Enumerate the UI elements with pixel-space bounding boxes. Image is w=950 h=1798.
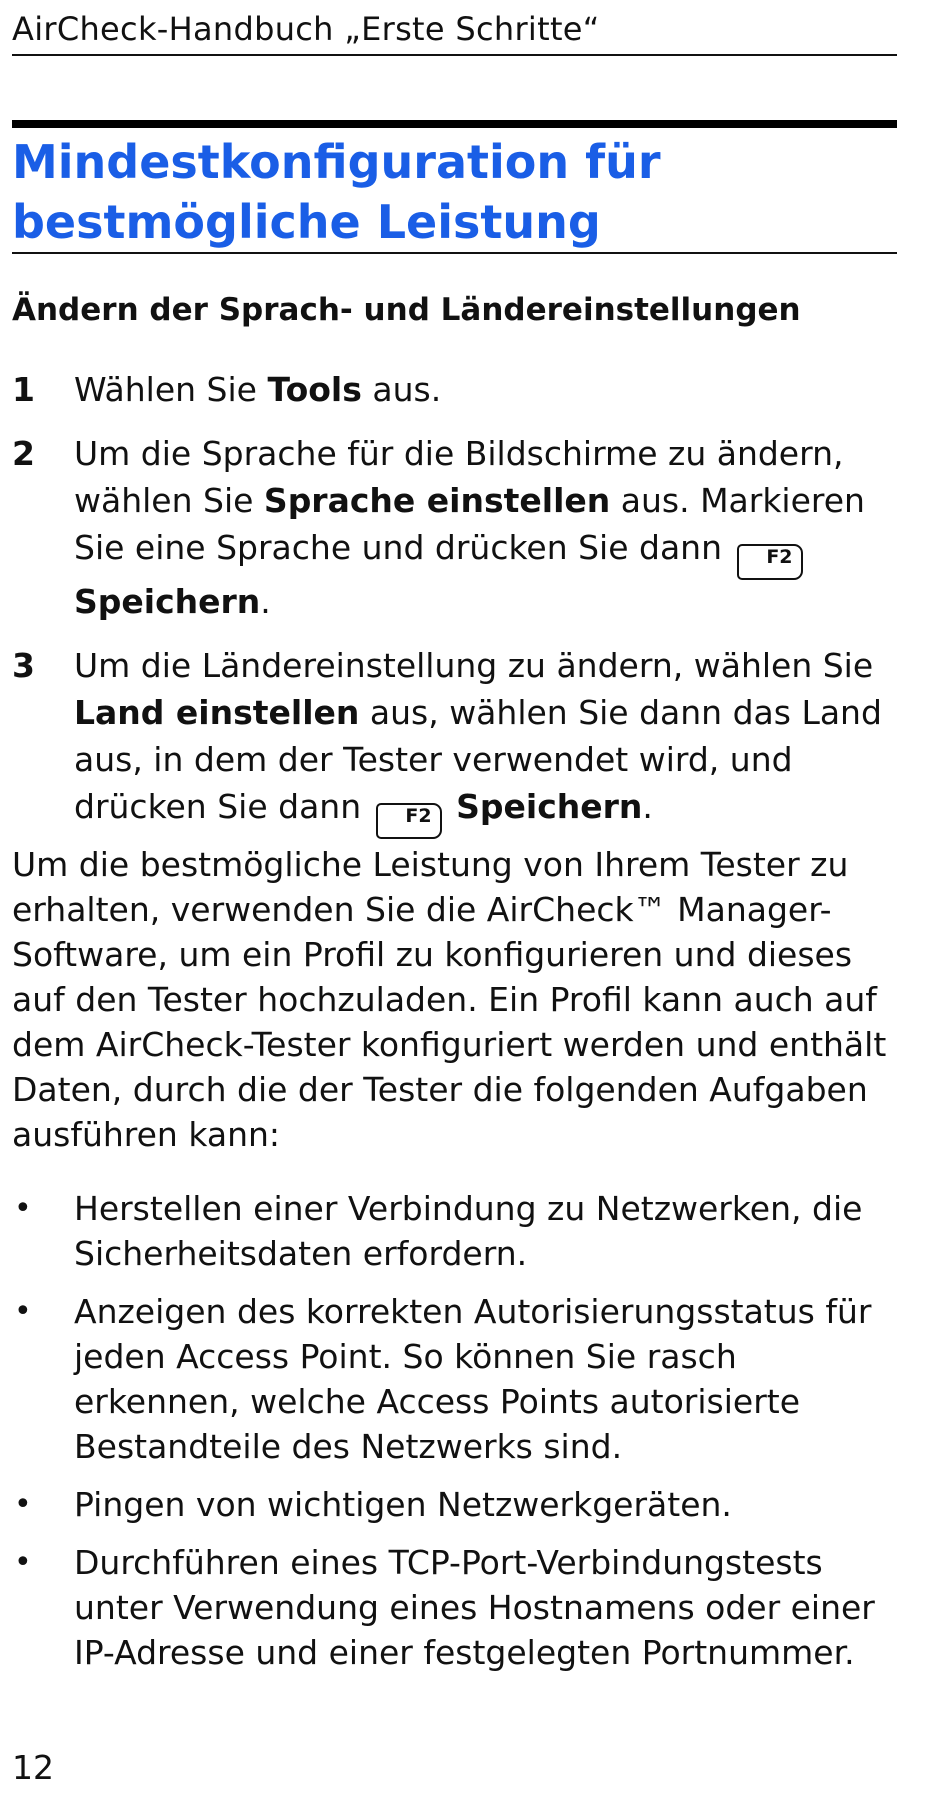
action-term-speichern: Speichern <box>456 787 643 826</box>
f2-key-icon: F2 <box>737 544 803 580</box>
body-paragraph: Um die bestmögliche Leistung von Ihrem Tester zu erhalten, verwenden Sie die AirCheck™ Manager-Software, um ein Profil zu konfigurieren und dieses auf den Tester hochzuladen. Ein Profil kann auch auf dem AirCheck-Tester konfiguriert werden und enthält Daten, durch die der Tester die folgenden Aufgaben ausführen kann: <box>12 845 887 1154</box>
bullet-icon: • <box>14 1294 32 1329</box>
step-text: aus, wählen Sie dann das Land aus, in dem der Tester verwendet wird, und drücken Sie dann <box>74 693 882 826</box>
menu-term-tools: Tools <box>267 370 362 409</box>
section-heading: Ändern der Sprach- und Ländereinstellungen <box>12 292 801 328</box>
running-header: AirCheck-Handbuch „Erste Schritte“ <box>12 10 600 48</box>
step-number: 3 <box>12 646 35 685</box>
step-number: 1 <box>12 370 35 409</box>
page-title-line-1: Mindestkonfiguration für <box>12 135 661 189</box>
step-item <box>12 430 897 625</box>
bullet-item <box>12 1482 897 1527</box>
bullet-text: Durchführen eines TCP-Port-Verbindungstests unter Verwendung eines Hostnamens oder einer IP-Adresse und einer festgelegten Portnummer. <box>74 1543 875 1672</box>
title-bottom-rule <box>12 252 897 254</box>
bullet-item <box>12 1540 897 1675</box>
step-text: . <box>260 582 271 621</box>
step-text: Um die Ländereinstellung zu ändern, wählen Sie <box>74 646 874 685</box>
page-number: 12 <box>12 1748 54 1787</box>
menu-term-land-einstellen: Land einstellen <box>74 693 360 732</box>
bullet-icon: • <box>14 1545 32 1580</box>
bullet-text: Herstellen einer Verbindung zu Netzwerken, die Sicherheitsdaten erfordern. <box>74 1189 863 1273</box>
step-text: Um die Sprache für die Bildschirme zu ändern, wählen Sie <box>74 434 844 520</box>
step-text: aus. <box>361 370 442 409</box>
page-title <box>12 132 661 252</box>
bullet-icon: • <box>14 1487 32 1522</box>
action-term-speichern: Speichern <box>74 582 261 621</box>
step-text: . <box>642 787 653 826</box>
menu-term-sprache-einstellen: Sprache einstellen <box>263 481 611 520</box>
step-text: Wählen Sie <box>74 370 268 409</box>
bullet-list <box>12 1186 897 1688</box>
step-number: 2 <box>12 434 35 473</box>
step-list <box>12 366 897 854</box>
bullet-item <box>12 1289 897 1469</box>
bullet-text: Anzeigen des korrekten Autorisierungsstatus für jeden Access Point. So können Sie rasch erkennen, welche Access Points autorisierte Bestandteile des Netzwerks sind. <box>74 1292 872 1466</box>
step-text: aus. Markieren Sie eine Sprache und drücken Sie dann <box>74 481 865 567</box>
bullet-text: Pingen von wichtigen Netzwerkgeräten. <box>74 1485 732 1524</box>
f2-key-icon: F2 <box>376 803 442 839</box>
header-rule <box>12 54 897 56</box>
step-item <box>12 366 897 413</box>
bullet-item <box>12 1186 897 1276</box>
bullet-icon: • <box>14 1191 32 1226</box>
page-title-line-2: bestmögliche Leistung <box>12 195 601 249</box>
title-top-rule <box>12 120 897 128</box>
step-item <box>12 642 897 837</box>
